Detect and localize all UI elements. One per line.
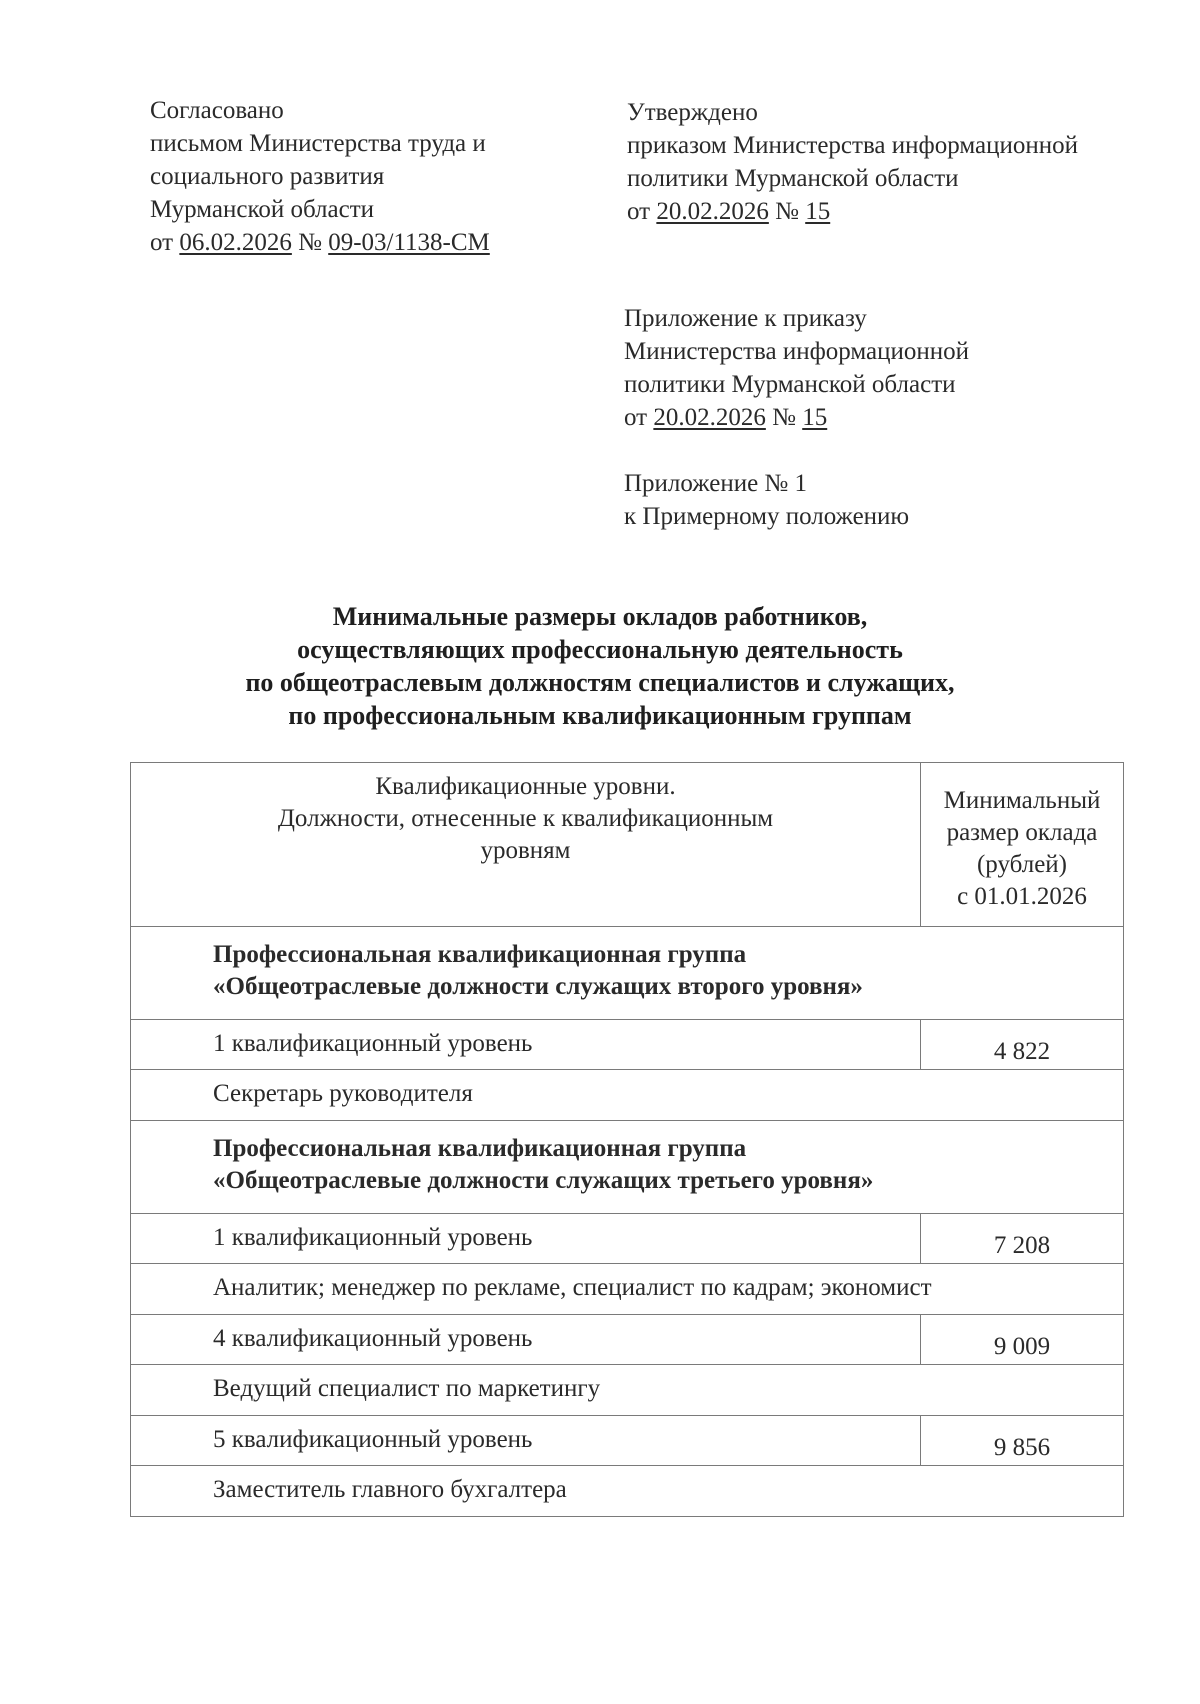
salary-table bbox=[130, 762, 1124, 1517]
document-title bbox=[130, 600, 1070, 732]
approval-block-right bbox=[627, 96, 1078, 228]
appendix-order-number: 15 bbox=[802, 404, 828, 431]
appendix-regulation-line: Приложение № 1 bbox=[624, 470, 808, 497]
level-row bbox=[131, 1214, 1124, 1264]
appendix-order-line: Министерства информационной bbox=[624, 338, 970, 365]
positions-cell: Заместитель главного бухгалтера bbox=[131, 1466, 1124, 1517]
appendix-order-line: Приложение к приказу bbox=[624, 305, 867, 332]
date-prefix: от bbox=[627, 198, 651, 225]
approval-left-number: 09-03/1138-СМ bbox=[328, 229, 490, 256]
title-line: по профессиональным квалификационным группам bbox=[288, 701, 912, 730]
title-line: осуществляющих профессиональную деятельность bbox=[297, 635, 903, 664]
positions-cell: Секретарь руководителя bbox=[131, 1070, 1124, 1121]
approval-right-date: 20.02.2026 bbox=[656, 198, 769, 225]
level-row bbox=[131, 1416, 1124, 1466]
approval-right-number: 15 bbox=[805, 198, 831, 225]
header-text: с 01.01.2026 bbox=[957, 883, 1087, 910]
header-salary-cell bbox=[921, 763, 1124, 927]
approval-left-line: письмом Министерства труда и bbox=[150, 130, 486, 157]
level-row bbox=[131, 1020, 1124, 1070]
level-cell: 4 квалификационный уровень bbox=[131, 1315, 921, 1365]
group-title-cell bbox=[131, 1121, 1124, 1214]
positions-row bbox=[131, 1365, 1124, 1416]
appendix-order-line: политики Мурманской области bbox=[624, 371, 956, 398]
group-title-line: Профессиональная квалификационная группа bbox=[213, 1135, 747, 1162]
salary-cell: 7 208 bbox=[921, 1214, 1124, 1264]
number-sign: № bbox=[298, 229, 322, 256]
date-prefix: от bbox=[624, 404, 648, 431]
group-title-cell bbox=[131, 927, 1124, 1020]
header-text: (рублей) bbox=[976, 851, 1068, 878]
approval-block-left bbox=[150, 94, 490, 259]
header-text: Минимальный bbox=[943, 787, 1101, 814]
approval-right-date-line bbox=[627, 195, 1078, 228]
group-title-line: «Общеотраслевые должности служащих третьего уровня» bbox=[213, 1167, 874, 1194]
appendix-regulation-block bbox=[624, 467, 909, 533]
group-title-line: «Общеотраслевые должности служащих второго уровня» bbox=[213, 973, 863, 1000]
level-row bbox=[131, 1315, 1124, 1365]
approval-right-line: Утверждено bbox=[627, 99, 758, 126]
group-title-line: Профессиональная квалификационная группа bbox=[213, 941, 747, 968]
level-cell: 1 квалификационный уровень bbox=[131, 1214, 921, 1264]
approval-left-line: Согласовано bbox=[150, 97, 284, 124]
positions-row bbox=[131, 1264, 1124, 1315]
group-row bbox=[131, 927, 1124, 1020]
approval-left-date: 06.02.2026 bbox=[179, 229, 292, 256]
group-row bbox=[131, 1121, 1124, 1214]
salary-cell: 9 856 bbox=[921, 1416, 1124, 1466]
positions-cell: Аналитик; менеджер по рекламе, специалист по кадрам; экономист bbox=[131, 1264, 1124, 1315]
appendix-order-block bbox=[624, 302, 969, 434]
title-line: Минимальные размеры окладов работников, bbox=[332, 602, 868, 631]
header-levels-cell bbox=[131, 763, 921, 927]
salary-cell: 9 009 bbox=[921, 1315, 1124, 1365]
level-cell: 1 квалификационный уровень bbox=[131, 1020, 921, 1070]
header-text: Квалификационные уровни. bbox=[375, 773, 676, 800]
approval-left-line: Мурманской области bbox=[150, 196, 375, 223]
appendix-order-date-line bbox=[624, 401, 969, 434]
positions-cell: Ведущий специалист по маркетингу bbox=[131, 1365, 1124, 1416]
date-prefix: от bbox=[150, 229, 174, 256]
level-cell: 5 квалификационный уровень bbox=[131, 1416, 921, 1466]
table-header-row bbox=[131, 763, 1124, 927]
approval-left-line: социального развития bbox=[150, 163, 385, 190]
header-text: Должности, отнесенные к квалификационным bbox=[277, 805, 774, 832]
approval-right-line: приказом Министерства информационной bbox=[627, 132, 1078, 159]
header-text: уровням bbox=[480, 837, 571, 864]
number-sign: № bbox=[772, 404, 796, 431]
salary-cell: 4 822 bbox=[921, 1020, 1124, 1070]
positions-row bbox=[131, 1070, 1124, 1121]
approval-right-line: политики Мурманской области bbox=[627, 165, 959, 192]
approval-left-date-line bbox=[150, 226, 490, 259]
appendix-regulation-line: к Примерному положению bbox=[624, 503, 910, 530]
appendix-order-date: 20.02.2026 bbox=[653, 404, 766, 431]
title-line: по общеотраслевым должностям специалистов и служащих, bbox=[245, 668, 955, 697]
positions-row bbox=[131, 1466, 1124, 1517]
header-text: размер оклада bbox=[946, 819, 1098, 846]
number-sign: № bbox=[775, 198, 799, 225]
